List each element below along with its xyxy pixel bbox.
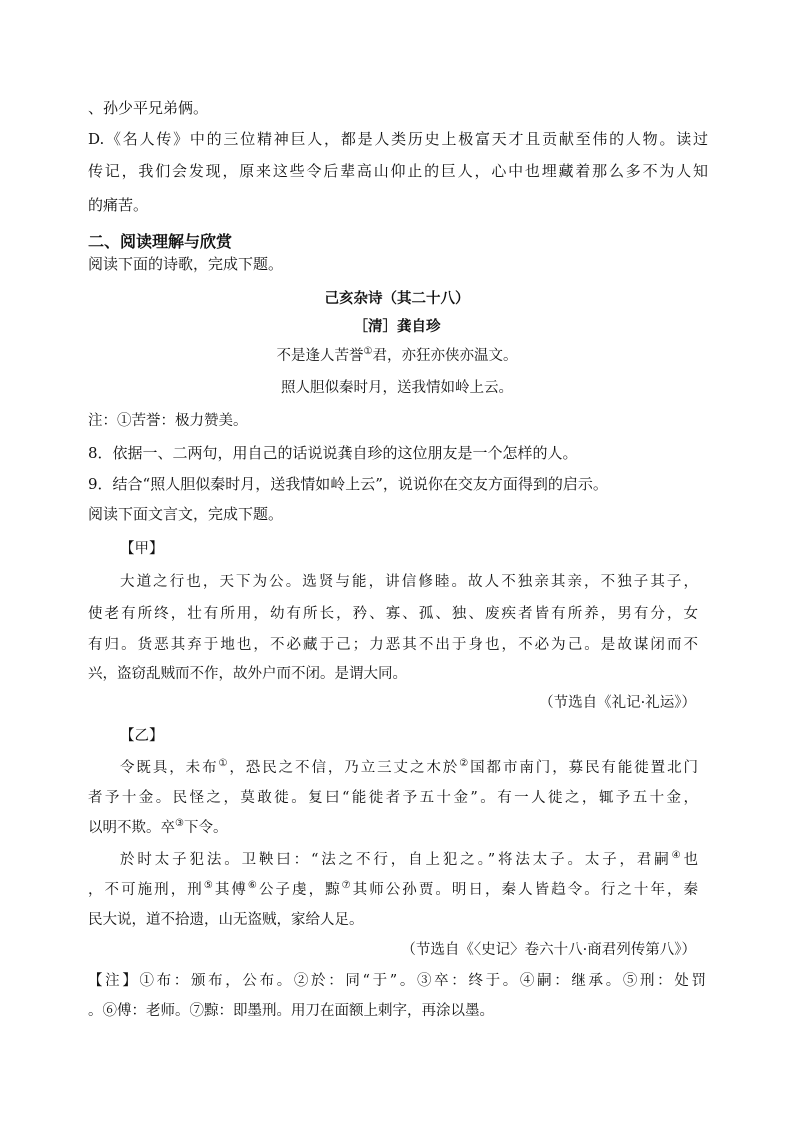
poem-author: ［清］龚自珍 [353, 318, 441, 335]
yi-p2-line-2: ，不可施刑，刑⑤其傅⑥公子虔，黥⑦其师公孙贾。明日，秦人皆趋令。行之十年，秦 [88, 880, 699, 898]
section-heading: 二、阅读理解与欣赏 [88, 232, 233, 251]
prose-instruction: 阅读下面文言文，完成下题。 [88, 505, 284, 523]
poem-instruction: 阅读下面的诗歌，完成下题。 [88, 255, 284, 273]
option-d-line-1: D.《名人传》中的三位精神巨人，都是人类历史上极富天才且贡献至伟的人物。读过 [88, 130, 708, 148]
yi-source: （节选自《〈史记〉卷六十八·商君列传第八》） [401, 942, 696, 958]
jia-line-4: 兴，盗窃乱贼而不作，故外户而不闭。是谓大同。 [88, 666, 407, 682]
yi-p1-line-1: 令既具，未布①，恐民之不信，乃立三丈之木於②国都市南门，募民有能徙置北门 [120, 758, 699, 776]
yi-p1-line-2: 者予十金。民怪之，莫敢徙。复曰“能徙者予五十金”。有一人徙之，辄予五十金， [88, 790, 698, 806]
poem-title: 己亥杂诗（其二十八） [324, 290, 470, 307]
option-c-tail: 、孙少平兄弟俩。 [88, 99, 209, 117]
jia-source: （节选自《礼记·礼运》） [539, 695, 696, 711]
question-8: 8．依据一、二两句，用自己的话说说龚自珍的这位朋友是一个怎样的人。 [88, 444, 578, 462]
notes-line-1: 【注】①布：颁布，公布。②於：同“于”。③卒：终于。④嗣：继承。⑤刑：处罚 [88, 973, 706, 989]
passage-yi-label: 【乙】 [120, 728, 164, 744]
yi-p2-line-3: 民大说，道不拾遗，山无盗贼，家给人足。 [88, 912, 364, 928]
yi-p1-line-3: 以明不欺。卒③下令。 [88, 818, 228, 836]
poem-line-1: 不是逢人苦誉①君，亦狂亦侠亦温文。 [276, 346, 518, 364]
jia-line-2: 使老有所终，壮有所用，幼有所长，矜、寡、孤、独、废疾者皆有所养，男有分，女 [88, 606, 698, 622]
notes-line-2: 。⑥傅：老师。⑦黥：即墨刑。用刀在面额上刺字，再涂以墨。 [88, 1003, 494, 1019]
poem-note: 注：①苦誉：极力赞美。 [88, 413, 248, 429]
option-d-line-3: 的痛苦。 [88, 196, 149, 214]
jia-line-3: 有归。货恶其弃于地也，不必藏于己；力恶其不出于身也，不必为己。是故谋闭而不 [88, 637, 698, 653]
option-d-line-2: 传记，我们会发现，原来这些令后辈高山仰止的巨人，心中也埋藏着那么多不为人知 [88, 162, 708, 180]
passage-jia-label: 【甲】 [120, 541, 164, 557]
jia-line-1: 大道之行也，天下为公。选贤与能，讲信修睦。故人不独亲其亲，不独子其子， [120, 574, 698, 590]
yi-p2-line-1: 於时太子犯法。卫鞅曰：“法之不行，自上犯之。”将法太子。太子，君嗣④也 [120, 850, 699, 868]
question-9: 9．结合“照人胆似秦时月，送我情如岭上云”，说说你在交友方面得到的启示。 [88, 475, 608, 493]
poem-line-2: 照人胆似秦时月，送我情如岭上云。 [281, 380, 513, 396]
